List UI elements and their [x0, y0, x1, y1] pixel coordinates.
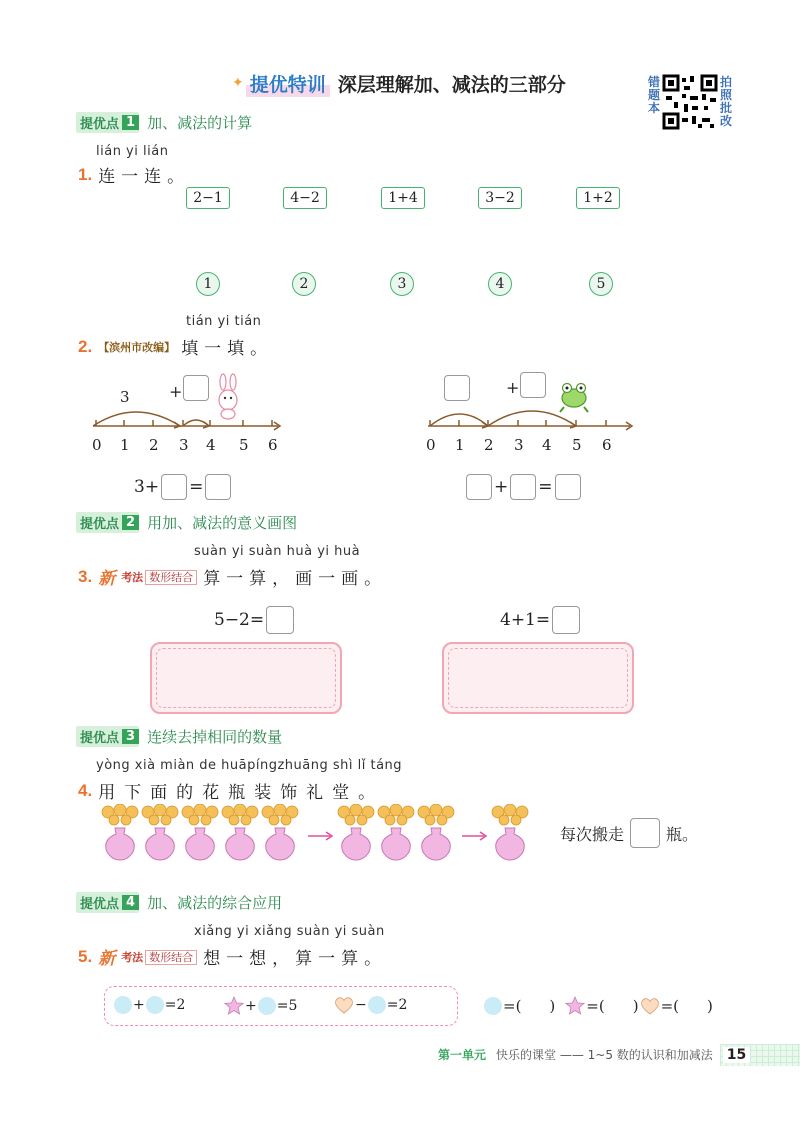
source-tag: 【滨州市改编】: [98, 340, 176, 354]
kp-title: 用加、减法的意义画图: [147, 514, 298, 532]
answer-circle[interactable]: 3: [390, 272, 414, 296]
q2-right-equation: + =: [466, 474, 581, 500]
expr-card[interactable]: 1+4: [381, 187, 425, 209]
qr-label-right: 拍 照 批 改: [720, 75, 733, 128]
circle-shape-icon: [258, 997, 276, 1015]
clue-equation-3: − =2: [334, 996, 407, 1014]
vase-icon: [338, 804, 374, 860]
vase-icon: [418, 804, 454, 860]
sparkle-icon: ✦: [232, 75, 244, 91]
plus-sign: +: [506, 378, 520, 397]
answer-box[interactable]: [161, 474, 187, 500]
answer-row: =( ) =( ) =( ): [484, 996, 713, 1015]
q2-left-equation: 3+ =: [134, 474, 231, 500]
answer-box[interactable]: [205, 474, 231, 500]
vase-sequence: [100, 804, 530, 866]
q3-pinyin: suàn yi suàn huà yi huà: [194, 544, 361, 559]
arrow-icon: [462, 832, 486, 840]
vase-icon: [378, 804, 414, 860]
jump-label: 3: [120, 388, 130, 406]
vase-icon: [102, 804, 138, 860]
page-number: 15: [723, 1047, 750, 1063]
kp-badge: 提优点 1: [76, 112, 139, 133]
answer-box[interactable]: [510, 474, 536, 500]
plus-sign: +: [169, 382, 183, 401]
answer-box[interactable]: [552, 606, 580, 634]
vase-icon: [142, 804, 178, 860]
vase-icon: [492, 804, 528, 860]
drawing-area-right[interactable]: [442, 642, 634, 714]
rabbit-icon: [219, 374, 237, 419]
circle-shape-icon: [114, 996, 132, 1014]
vase-icon: [182, 804, 218, 860]
qr-label-left: 错 题 本: [648, 75, 661, 115]
frog-icon: [560, 384, 588, 413]
q4-answer: 每次搬走 瓶。: [560, 818, 698, 848]
expr-card[interactable]: 2−1: [186, 187, 230, 209]
q1-pinyin: lián yi lián: [96, 144, 169, 159]
kp-title: 连续去掉相同的数量: [147, 728, 283, 746]
clue-equation-2: + =5: [224, 996, 297, 1015]
answer-circle[interactable]: 2: [292, 272, 316, 296]
page-footer: [438, 1046, 750, 1063]
knowledge-point-1: [76, 112, 252, 133]
unit-label: 第一单元: [438, 1048, 487, 1062]
page-title: 深层理解加、减法的三部分: [337, 73, 566, 96]
circle-shape-icon: [368, 996, 386, 1014]
unit-title: 快乐的课堂 —— 1~5 数的认识和加减法: [496, 1048, 713, 1062]
knowledge-point-4: [76, 892, 282, 913]
kp-badge: 提优点 4: [76, 892, 139, 913]
answer-box[interactable]: [266, 606, 294, 634]
kp-title: 加、减法的计算: [147, 114, 253, 132]
kp-badge: 提优点 2: [76, 512, 139, 533]
expr-card[interactable]: 3−2: [478, 187, 522, 209]
heart-icon: [640, 997, 660, 1015]
expr-card[interactable]: 4−2: [283, 187, 327, 209]
answer-box[interactable]: [520, 372, 546, 398]
q3-left-equation: 5−2=: [214, 606, 294, 634]
expr-card[interactable]: 1+2: [576, 187, 620, 209]
answer-box[interactable]: [466, 474, 492, 500]
answer-box[interactable]: [630, 818, 660, 848]
star-icon: [224, 996, 244, 1015]
answer-circle[interactable]: 1: [196, 272, 220, 296]
answer-circle[interactable]: 5: [589, 272, 613, 296]
q5-stem: 5. 新 考法 数形结合 想一想，算一算。: [78, 944, 387, 969]
q3-stem: 3. 新 考法 数形结合 算一算，画一画。: [78, 564, 387, 589]
heart-icon: [334, 996, 354, 1014]
clue-equation-1: + =2: [114, 996, 185, 1014]
answer-box[interactable]: [555, 474, 581, 500]
q2-pinyin: tián yi tián: [186, 314, 262, 329]
q4-stem: 4. 用下面的花瓶装饰礼堂。: [78, 780, 385, 803]
method-tag: 考法 数形结合: [121, 949, 197, 965]
q4-pinyin: yòng xià miàn de huāpíngzhuāng shì lǐ táng: [96, 758, 403, 773]
circle-shape-icon: [484, 997, 502, 1015]
arrow-icon: [308, 832, 332, 840]
drawing-area-left[interactable]: [150, 642, 342, 714]
new-tag: 新: [98, 569, 116, 589]
knowledge-point-2: [76, 512, 297, 533]
q2-stem: 2. 【滨州市改编】 填一填。: [78, 336, 274, 359]
q5-pinyin: xiǎng yi xiǎng suàn yi suàn: [194, 924, 385, 939]
method-tag: 考法 数形结合: [121, 569, 197, 585]
answer-box[interactable]: [183, 375, 209, 401]
section-tag: 提优特训: [246, 70, 330, 97]
q3-right-equation: 4+1=: [500, 606, 580, 634]
kp-badge: 提优点 3: [76, 726, 139, 747]
answer-box[interactable]: [444, 375, 470, 401]
kp-title: 加、减法的综合应用: [147, 894, 283, 912]
vase-icon: [222, 804, 258, 860]
star-icon: [565, 996, 585, 1015]
q1-stem: 1. 连一连。: [78, 164, 191, 187]
page-header: [232, 68, 566, 98]
answer-circle[interactable]: 4: [488, 272, 512, 296]
vase-icon: [262, 804, 298, 860]
qr-code-icon[interactable]: [662, 74, 718, 130]
circle-shape-icon: [146, 996, 164, 1014]
knowledge-point-3: [76, 726, 282, 747]
new-tag: 新: [98, 949, 116, 969]
